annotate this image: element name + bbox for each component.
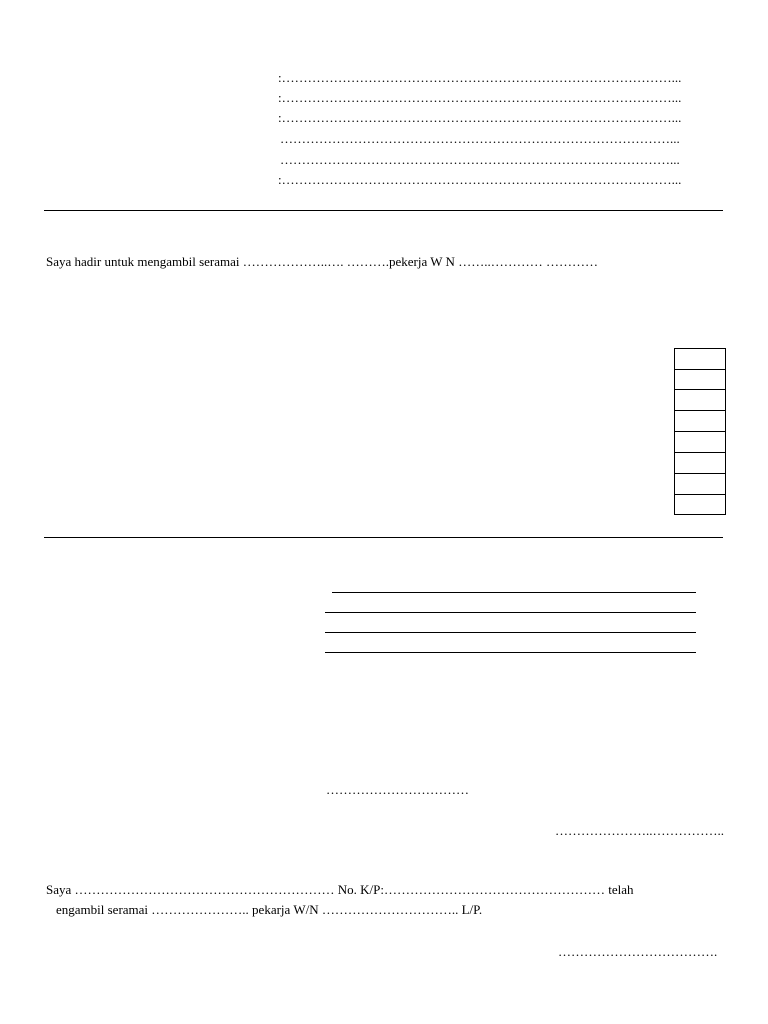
section-divider-top <box>44 210 723 211</box>
blank-line-3[interactable] <box>325 632 696 633</box>
blank-line-1[interactable] <box>332 592 696 593</box>
declaration-line-1: Saya …………………………………………………… No. K/P:…………………………………………… telah <box>46 882 634 897</box>
checkbox-7[interactable] <box>674 473 726 495</box>
header-field-2: :………………………………………………………………………………... <box>278 90 682 105</box>
right-dotted-field: …………………..…………….. <box>555 823 724 838</box>
checkbox-5[interactable] <box>674 431 726 453</box>
header-field-5: ………………………………………………………………………………... <box>280 152 680 167</box>
attendance-statement: Saya hadir untuk mengambil seramai ………………..…. ……….pekerja W N ……..………… ………… <box>46 254 598 269</box>
header-field-4: ………………………………………………………………………………... <box>280 131 680 146</box>
checkbox-2[interactable] <box>674 369 726 390</box>
checkbox-8[interactable] <box>674 494 726 515</box>
checkbox-4[interactable] <box>674 410 726 432</box>
declaration-line-2: engambil seramai ………………….. pekarja W/N ………………………….. L/P. <box>56 902 483 917</box>
blank-line-2[interactable] <box>325 612 696 613</box>
signature-dotted-field: ………………………………. <box>558 944 718 959</box>
header-field-1: :………………………………………………………………………………... <box>278 70 682 85</box>
blank-line-4[interactable] <box>325 652 696 653</box>
header-field-6: :………………………………………………………………………………... <box>278 172 682 187</box>
header-field-3: :………………………………………………………………………………... <box>278 110 682 125</box>
checkbox-1[interactable] <box>674 348 726 370</box>
checkbox-6[interactable] <box>674 452 726 474</box>
checkbox-3[interactable] <box>674 389 726 411</box>
middle-dotted-field: …………………………… <box>326 782 469 797</box>
section-divider-bottom <box>44 537 723 538</box>
